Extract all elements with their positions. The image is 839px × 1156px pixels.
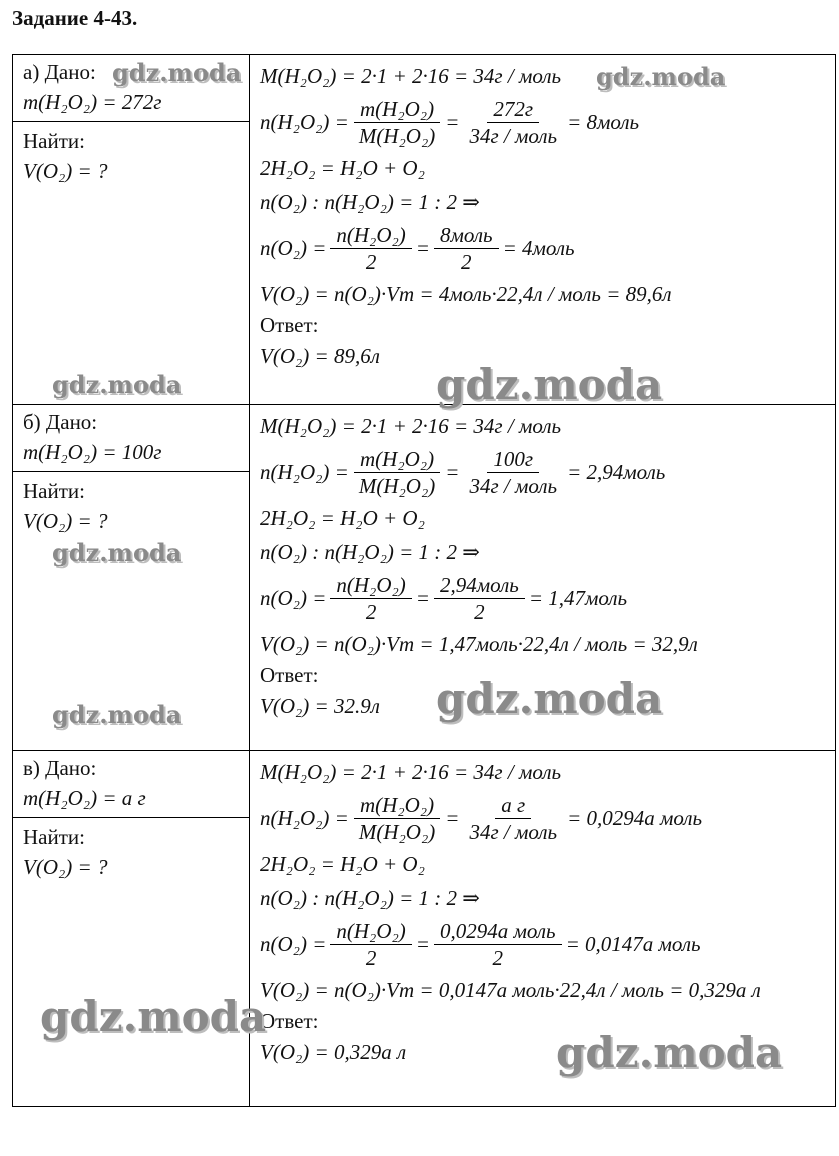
fraction <box>353 792 441 845</box>
oxygen-result: = 4моль <box>502 235 575 260</box>
amount-lhs: n(H₂O₂) = <box>260 805 349 830</box>
find-block <box>13 121 249 188</box>
find-block <box>13 471 249 538</box>
watermark: gdz.moda <box>52 538 182 567</box>
ratio-line: n(O₂) : n(H₂O₂) = 1 : 2 ⇒ <box>260 886 480 910</box>
watermark: gdz.moda <box>52 700 182 729</box>
solution-block <box>250 405 835 727</box>
reaction-line: 2H₂O₂ = H₂O + O₂ <box>260 852 425 876</box>
answer-value: V(O₂) = 0,329a л <box>260 1040 407 1064</box>
fraction <box>434 572 525 625</box>
watermark: gdz.moda <box>40 992 267 1041</box>
task-row <box>13 55 836 405</box>
solution-block <box>250 751 835 1073</box>
given-cell <box>13 55 250 405</box>
answer-value: V(O₂) = 32.9л <box>260 694 380 718</box>
fraction-numerator: n(H₂O₂) <box>330 222 411 249</box>
equals-sign: = <box>415 585 430 610</box>
fraction <box>330 222 411 275</box>
molar-mass-line: M(H₂O₂) = 2·1 + 2·16 = 34г / моль <box>260 760 562 784</box>
molar-mass-line: M(H₂O₂) = 2·1 + 2·16 = 34г / моль <box>260 64 562 88</box>
title-prefix: Задание <box>12 6 94 30</box>
equals-sign: = <box>445 109 460 134</box>
fraction <box>353 446 441 499</box>
fraction-numerator: n(H₂O₂) <box>330 918 411 945</box>
amount-line <box>260 443 825 501</box>
fraction <box>353 96 441 149</box>
oxygen-amount-line <box>260 915 825 973</box>
fraction-denominator: 2 <box>474 599 485 624</box>
fraction-numerator: 100г <box>487 446 539 473</box>
fraction-numerator: 2,94моль <box>434 572 525 599</box>
watermark: gdz.moda <box>436 674 663 723</box>
fraction-numerator: n(H₂O₂) <box>330 572 411 599</box>
fraction-numerator: m(H₂O₂) <box>354 446 440 473</box>
amount-result: = 0,0294a моль <box>567 805 703 830</box>
task-row <box>13 405 836 751</box>
molar-mass-line: M(H₂O₂) = 2·1 + 2·16 = 34г / моль <box>260 414 562 438</box>
solution-block <box>250 55 835 377</box>
given-block <box>13 405 249 471</box>
fraction-denominator: M(H₂O₂) <box>358 819 436 844</box>
answer-value: V(O₂) = 89,6л <box>260 344 380 368</box>
fraction-numerator: a г <box>495 792 531 819</box>
oxygen-lhs: n(O₂) = <box>260 585 327 610</box>
volume-line: V(O₂) = n(O₂)·Vm = 0,0147a моль·22,4л / моль = 0,329a л <box>260 978 761 1002</box>
page-title <box>12 6 137 31</box>
fraction <box>434 918 562 971</box>
fraction <box>330 572 411 625</box>
title-suffix: . <box>131 6 138 30</box>
reaction-line: 2H₂O₂ = H₂O + O₂ <box>260 156 425 180</box>
amount-line <box>260 789 825 847</box>
fraction-denominator: 2 <box>365 599 377 624</box>
oxygen-amount-line <box>260 569 825 627</box>
equals-sign: = <box>445 459 460 484</box>
fraction-denominator: 2 <box>492 945 504 970</box>
watermark: gdz.moda <box>596 62 726 91</box>
fraction-denominator: M(H₂O₂) <box>358 123 436 148</box>
ratio-line: n(O₂) : n(H₂O₂) = 1 : 2 ⇒ <box>260 540 480 564</box>
fraction-denominator: 34г / моль <box>469 123 558 148</box>
oxygen-lhs: n(O₂) = <box>260 931 327 956</box>
find-label: Найти: <box>23 129 85 153</box>
given-value: m(H₂O₂) = a г <box>23 786 146 810</box>
amount-result: = 2,94моль <box>567 459 666 484</box>
given-block <box>13 55 249 121</box>
volume-line: V(O₂) = n(O₂)·Vm = 4моль·22,4л / моль = 89,6л <box>260 282 672 306</box>
fraction <box>463 96 563 149</box>
amount-result: = 8моль <box>567 109 640 134</box>
find-label: Найти: <box>23 825 85 849</box>
amount-lhs: n(H₂O₂) = <box>260 459 349 484</box>
reaction-line: 2H₂O₂ = H₂O + O₂ <box>260 506 425 530</box>
fraction-numerator: m(H₂O₂) <box>354 792 440 819</box>
fraction <box>434 222 499 275</box>
given-block <box>13 751 249 817</box>
solution-cell <box>250 405 836 751</box>
find-value: V(O₂) = ? <box>23 509 108 533</box>
find-value: V(O₂) = ? <box>23 159 108 183</box>
fraction-denominator: 34г / моль <box>469 819 558 844</box>
fraction-denominator: 2 <box>365 249 377 274</box>
amount-lhs: n(H₂O₂) = <box>260 109 349 134</box>
watermark: gdz.moda <box>556 1028 783 1077</box>
watermark: gdz.moda <box>52 370 182 399</box>
answer-label: Ответ: <box>260 1009 319 1033</box>
fraction-numerator: m(H₂O₂) <box>354 96 440 123</box>
oxygen-amount-line <box>260 219 825 277</box>
fraction-denominator: 34г / моль <box>469 473 558 498</box>
given-label: в) Дано: <box>23 756 97 780</box>
fraction-numerator: 8моль <box>434 222 499 249</box>
equals-sign: = <box>415 235 430 260</box>
fraction <box>463 446 563 499</box>
given-cell <box>13 405 250 751</box>
ratio-line: n(O₂) : n(H₂O₂) = 1 : 2 ⇒ <box>260 190 480 214</box>
oxygen-result: = 1,47моль <box>528 585 628 610</box>
solution-table <box>12 54 836 1107</box>
find-block <box>13 817 249 884</box>
solution-cell <box>250 751 836 1107</box>
answer-label: Ответ: <box>260 663 319 687</box>
watermark: gdz.moda <box>112 58 242 87</box>
fraction <box>330 918 411 971</box>
fraction-numerator: 272г <box>487 96 539 123</box>
task-number: 4-43 <box>93 6 132 30</box>
oxygen-result: = 0,0147a моль <box>565 931 701 956</box>
fraction-denominator: 2 <box>461 249 472 274</box>
answer-label: Ответ: <box>260 313 319 337</box>
fraction <box>463 792 563 845</box>
equals-sign: = <box>445 805 460 830</box>
task-row <box>13 751 836 1107</box>
amount-line <box>260 93 825 151</box>
find-value: V(O₂) = ? <box>23 855 108 879</box>
given-label: а) Дано: <box>23 60 96 84</box>
equals-sign: = <box>415 931 430 956</box>
watermark: gdz.moda <box>436 360 663 409</box>
solution-cell <box>250 55 836 405</box>
given-label: б) Дано: <box>23 410 98 434</box>
given-cell <box>13 751 250 1107</box>
find-label: Найти: <box>23 479 85 503</box>
oxygen-lhs: n(O₂) = <box>260 235 327 260</box>
fraction-numerator: 0,0294a моль <box>434 918 562 945</box>
given-value: m(H₂O₂) = 272г <box>23 90 162 114</box>
given-value: m(H₂O₂) = 100г <box>23 440 162 464</box>
fraction-denominator: M(H₂O₂) <box>358 473 436 498</box>
fraction-denominator: 2 <box>365 945 377 970</box>
volume-line: V(O₂) = n(O₂)·Vm = 1,47моль·22,4л / моль = 32,9л <box>260 632 698 656</box>
